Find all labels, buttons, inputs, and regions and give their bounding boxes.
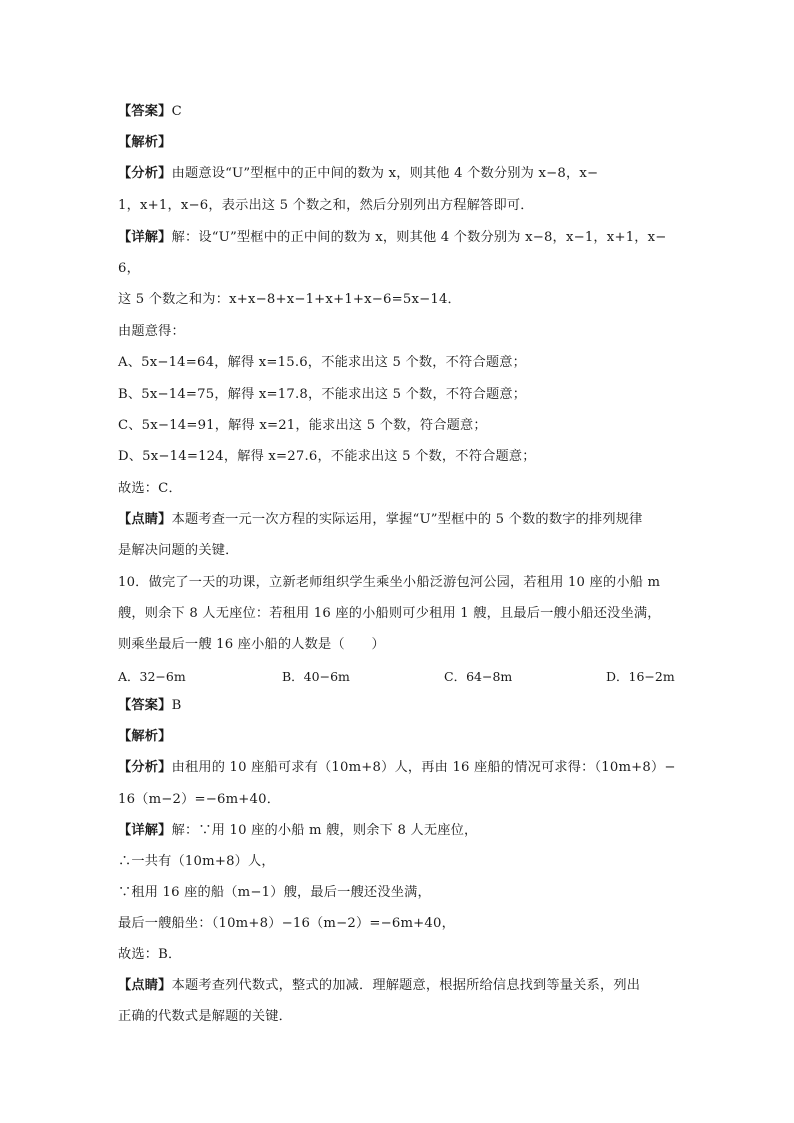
q10-detail-line-4: 最后一艘船坐：（10m+8）−16（m−2）=−6m+40， bbox=[118, 916, 455, 931]
detail-tag: 【详解】 bbox=[118, 230, 172, 245]
q10-option-c: C．64−8m bbox=[444, 669, 513, 684]
q10-remark-line-2: 正确的代数式是解题的关键． bbox=[118, 1009, 293, 1024]
detail-text: 解：设“U”型框中的正中间的数为 x，则其他 4 个数分别为 x−8，x−1，x+1，x− bbox=[171, 230, 667, 245]
q10-stem-line-3: 则乘坐最后一艘 16 座小船的人数是（ ） bbox=[118, 637, 385, 652]
detail-tag: 【详解】 bbox=[118, 823, 172, 838]
q9-case-a: A、5x−14=64，解得 x=15.6，不能求出这 5 个数，不符合题意； bbox=[118, 355, 526, 370]
q9-sum-line: 这 5 个数之和为：x+x−8+x−1+x+1+x−6=5x−14． bbox=[118, 292, 461, 307]
analysis-tag: 【解析】 bbox=[118, 135, 172, 150]
q9-case-c: C、5x−14=91，解得 x=21，能求出这 5 个数，符合题意； bbox=[118, 418, 487, 433]
q9-answer-line bbox=[118, 103, 182, 121]
q10-option-b: B．40−6m bbox=[282, 669, 350, 684]
q9-detail-line-1 bbox=[118, 229, 667, 247]
q10-detail-line-1 bbox=[118, 822, 477, 840]
q10-fenxi-line-2: 16（m−2）=−6m+40． bbox=[118, 792, 281, 807]
q9-fenxi-line-2 bbox=[118, 197, 534, 215]
q10-answer-line bbox=[118, 697, 181, 715]
analysis-tag: 【解析】 bbox=[118, 729, 172, 744]
answer-tag: 【答案】 bbox=[118, 104, 172, 119]
q10-analysis-heading bbox=[118, 728, 172, 746]
q9-remark-line-2: 是解决问题的关键． bbox=[118, 543, 239, 558]
q9-analysis-heading bbox=[118, 134, 172, 152]
remark-text: 本题考查列代数式，整式的加减．理解题意，根据所给信息找到等量关系，列出 bbox=[171, 978, 641, 993]
q10-choose-line: 故选：B． bbox=[118, 947, 182, 962]
q9-choose-line: 故选：C． bbox=[118, 481, 182, 496]
q10-stem-line-2: 艘，则余下 8 人无座位：若租用 16 座的小船则可少租用 1 艘，且最后一艘小船还没坐满， bbox=[118, 606, 661, 621]
q10-detail-line-2: ∴一共有（10m+8）人， bbox=[118, 854, 275, 869]
fenxi-text: 由租用的 10 座船可求有（10m+8）人，再由 16 座船的情况可求得：（10m+8）− bbox=[171, 760, 676, 775]
detail-text: 6， bbox=[118, 261, 140, 276]
detail-text: 解：∵用 10 座的小船 m 艘，则余下 8 人无座位， bbox=[171, 823, 478, 838]
q10-remark-line-1 bbox=[118, 977, 640, 995]
answer-tag: 【答案】 bbox=[118, 698, 172, 713]
q9-detail-line-2 bbox=[118, 260, 140, 278]
fenxi-tag: 【分析】 bbox=[118, 166, 172, 181]
q10-option-a: A．32−6m bbox=[118, 669, 186, 684]
fenxi-text: 由题意设“U”型框中的正中间的数为 x，则其他 4 个数分别为 x−8，x− bbox=[171, 166, 599, 181]
q9-given-line: 由题意得： bbox=[118, 324, 185, 339]
q10-detail-line-3: ∵租用 16 座的船（m−1）艘，最后一艘还没坐满， bbox=[118, 885, 431, 900]
q10-fenxi-line-1 bbox=[118, 759, 676, 777]
remark-tag: 【点睛】 bbox=[118, 978, 172, 993]
remark-text: 本题考查一元一次方程的实际运用，掌握“U”型框中的 5 个数的数字的排列规律 bbox=[171, 512, 643, 527]
q9-case-b: B、5x−14=75，解得 x=17.8，不能求出这 5 个数，不符合题意； bbox=[118, 387, 527, 402]
q10-stem-line-1: 10．做完了一天的功课，立新老师组织学生乘坐小船泛游包河公园，若租用 10 座的小船 m bbox=[118, 575, 661, 590]
q9-remark-line-1 bbox=[118, 511, 643, 529]
q10-option-d: D．16−2m bbox=[606, 669, 675, 684]
answer-value: C bbox=[171, 104, 182, 119]
fenxi-text: 1，x+1，x−6，表示出这 5 个数之和，然后分别列出方程解答即可． bbox=[118, 198, 534, 213]
q9-case-d: D、5x−14=124，解得 x=27.6，不能求出这 5 个数，不符合题意； bbox=[118, 449, 536, 464]
fenxi-tag: 【分析】 bbox=[118, 760, 172, 775]
q9-fenxi-line-1 bbox=[118, 165, 598, 183]
remark-tag: 【点睛】 bbox=[118, 512, 172, 527]
answer-value: B bbox=[171, 698, 182, 713]
